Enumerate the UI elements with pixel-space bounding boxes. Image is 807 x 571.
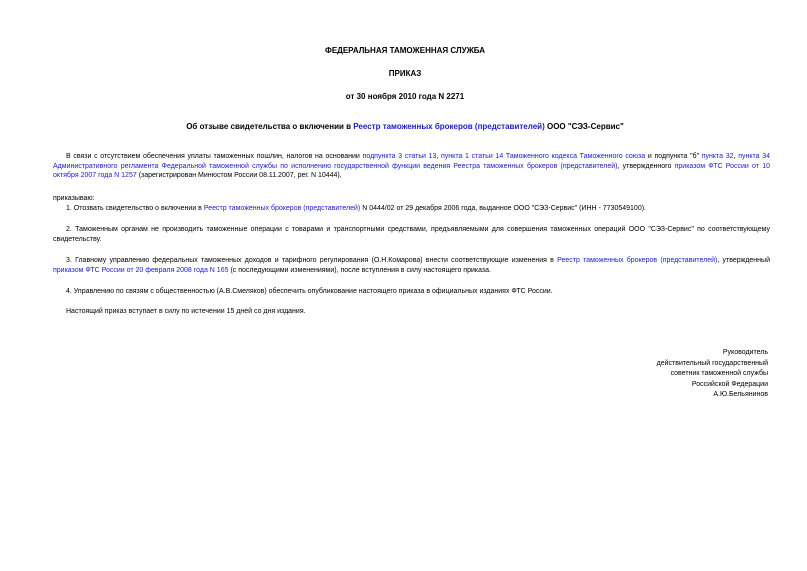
order-item-4: 4. Управлению по связям с общественностью (А.В.Смеляков) обеспечить опубликование настоящего приказа в официальных изданиях ФТС России. bbox=[66, 288, 553, 295]
preamble-text: (зарегистрирован Минюстом России 08.11.2007, рег. N 10444), bbox=[136, 172, 342, 179]
order-item-3 bbox=[53, 256, 770, 275]
signature-country: Российской Федерации bbox=[691, 380, 768, 388]
preamble-text: , утвержденного bbox=[617, 162, 675, 170]
preamble-text: , bbox=[733, 153, 739, 160]
item1-registry-link[interactable]: Реестр таможенных брокеров (представителей) bbox=[203, 205, 361, 212]
preamble-text: и подпункта "б" bbox=[645, 153, 702, 160]
link-order-165[interactable]: приказом ФТС России от 20 февраля 2008 года N 165 bbox=[53, 266, 229, 274]
link-subitem-3-art-13[interactable]: подпункта 3 статьи 13 bbox=[362, 153, 437, 160]
doc-type-heading: ПРИКАЗ bbox=[388, 69, 422, 78]
order-item-2: 2. Таможенным органам не производить таможенные операции с товарами и транспортными средствами, предъявляемыми для совершения таможенных операций ООО "СЭЗ-Сервис" по соответствующему свидетельству. bbox=[53, 226, 770, 243]
orders-label: приказываю: bbox=[53, 195, 95, 202]
link-item-1-art-14[interactable]: пункта 1 статьи 14 Таможенного кодекса Таможенного союза bbox=[441, 153, 646, 160]
link-order-1257[interactable]: приказом ФТС России от 10 октября 2007 года N 1257 bbox=[53, 162, 771, 179]
document-title bbox=[40, 122, 770, 132]
preamble-text: В связи с отсутствием обеспечения уплаты таможенных пошлин, налогов на основании bbox=[66, 153, 363, 160]
signature-rank-line1: действительный государственный bbox=[656, 359, 768, 367]
item-text: , утвержденный bbox=[717, 257, 770, 264]
signature-rank-line2: советник таможенной службы bbox=[670, 370, 768, 378]
title-suffix: ООО "СЭЗ-Сервис" bbox=[544, 122, 624, 131]
title-registry-link[interactable]: Реестр таможенных брокеров (представителей) bbox=[353, 122, 545, 131]
order-item-1 bbox=[53, 204, 770, 214]
link-item-32[interactable]: пункта 32 bbox=[701, 153, 734, 160]
signature-name: А.Ю.Бельянинов bbox=[713, 391, 768, 399]
item-text: N 0444/02 от 29 декабря 2006 года, выданное ООО "СЭЗ-Сервис" (ИНН - 7730549100). bbox=[360, 205, 646, 212]
item3-registry-link[interactable]: Реестр таможенных брокеров (представителей) bbox=[557, 257, 718, 264]
doc-date: от 30 ноября 2010 года N 2271 bbox=[345, 92, 465, 101]
title-prefix: Об отзыве свидетельства о включении в bbox=[186, 122, 354, 131]
item-text: (с последующими изменениями), после вступления в силу настоящего приказа. bbox=[228, 266, 491, 274]
preamble-paragraph bbox=[53, 152, 770, 181]
signature-title: Руководитель bbox=[722, 349, 768, 356]
preamble-text: , bbox=[436, 153, 442, 160]
item-text: 3. Главному управлению федеральных таможенных доходов и тарифного регулирования (О.Н.Комарова) внести соответствующие изменения в bbox=[66, 257, 558, 264]
agency-heading: ФЕДЕРАЛЬНАЯ ТАМОЖЕННАЯ СЛУЖБА bbox=[324, 46, 486, 55]
document-page bbox=[40, 0, 770, 571]
signature-block bbox=[657, 348, 768, 401]
effective-date-note: Настоящий приказ вступает в силу по истечении 15 дней со дня издания. bbox=[66, 308, 306, 315]
item-text: 1. Отозвать свидетельство о включении в bbox=[66, 205, 204, 212]
link-item-34-regulation[interactable]: пункта 34 Административного регламента Федеральной таможенной службы по исполнению государственной функции ведения Реестра таможенных брокеров (представителей) bbox=[53, 153, 770, 170]
